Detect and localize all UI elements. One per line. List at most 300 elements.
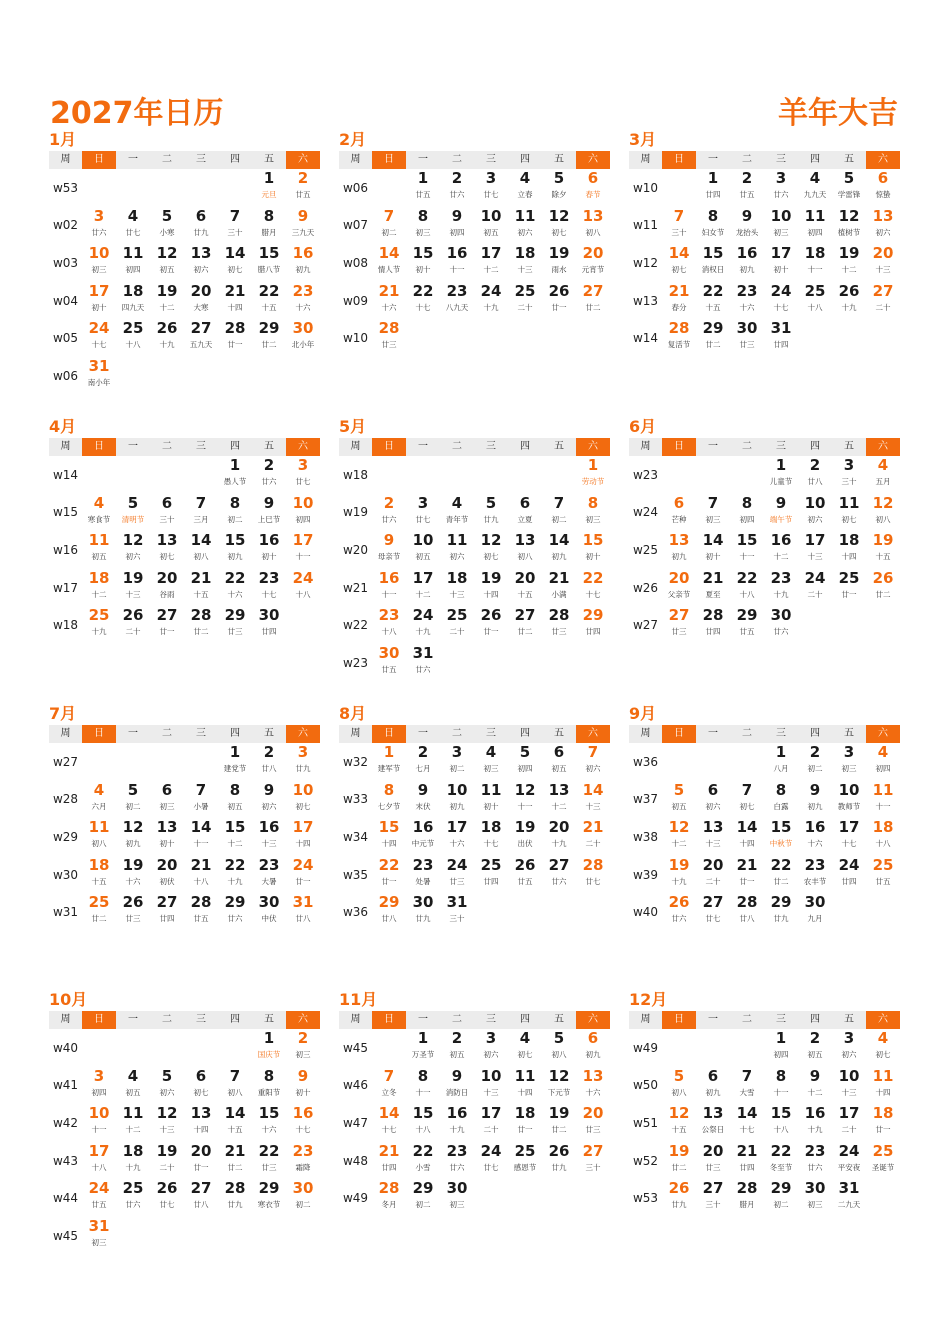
day-cell[interactable] [474, 244, 508, 282]
day-cell[interactable] [542, 1142, 576, 1180]
day-cell[interactable] [218, 207, 252, 245]
day-cell[interactable] [252, 1067, 286, 1105]
day-cell[interactable] [440, 781, 474, 819]
day-cell[interactable] [474, 207, 508, 245]
day-cell[interactable] [440, 1029, 474, 1067]
day-cell[interactable] [542, 1067, 576, 1105]
day-cell[interactable] [542, 1104, 576, 1142]
day-cell[interactable] [542, 856, 576, 894]
day-cell[interactable] [218, 456, 252, 494]
day-cell[interactable] [440, 1104, 474, 1142]
day-cell[interactable] [696, 207, 730, 245]
day-cell[interactable] [184, 244, 218, 282]
day-cell[interactable] [866, 781, 900, 819]
day-cell[interactable] [252, 494, 286, 532]
day-cell[interactable] [764, 856, 798, 894]
day-cell[interactable] [508, 569, 542, 607]
day-cell[interactable] [406, 1142, 440, 1180]
day-cell[interactable] [764, 244, 798, 282]
day-cell[interactable] [866, 818, 900, 856]
day-cell[interactable] [696, 856, 730, 894]
day-cell[interactable] [252, 207, 286, 245]
day-cell[interactable] [252, 456, 286, 494]
day-cell[interactable] [372, 818, 406, 856]
day-cell[interactable] [474, 494, 508, 532]
day-cell[interactable] [184, 282, 218, 320]
day-cell[interactable] [150, 1179, 184, 1217]
day-cell[interactable] [116, 207, 150, 245]
day-cell[interactable] [866, 494, 900, 532]
day-cell[interactable] [184, 1104, 218, 1142]
day-cell[interactable] [218, 1142, 252, 1180]
day-cell[interactable] [730, 1067, 764, 1105]
day-cell[interactable] [150, 319, 184, 357]
day-cell[interactable] [116, 1104, 150, 1142]
day-cell[interactable] [508, 494, 542, 532]
day-cell[interactable] [82, 531, 116, 569]
day-cell[interactable] [576, 856, 610, 894]
day-cell[interactable] [218, 1067, 252, 1105]
day-cell[interactable] [150, 569, 184, 607]
day-cell[interactable] [798, 1067, 832, 1105]
day-cell[interactable] [82, 818, 116, 856]
day-cell[interactable] [116, 606, 150, 644]
day-cell[interactable] [576, 282, 610, 320]
day-cell[interactable] [542, 531, 576, 569]
day-cell[interactable] [832, 282, 866, 320]
day-cell[interactable] [508, 856, 542, 894]
day-cell[interactable] [372, 644, 406, 682]
day-cell[interactable] [730, 606, 764, 644]
day-cell[interactable] [116, 781, 150, 819]
day-cell[interactable] [372, 606, 406, 644]
day-cell[interactable] [662, 1104, 696, 1142]
day-cell[interactable] [542, 1029, 576, 1067]
day-cell[interactable] [474, 569, 508, 607]
day-cell[interactable] [764, 319, 798, 357]
day-cell[interactable] [798, 856, 832, 894]
day-cell[interactable] [576, 606, 610, 644]
day-cell[interactable] [662, 569, 696, 607]
day-cell[interactable] [764, 531, 798, 569]
day-cell[interactable] [730, 1142, 764, 1180]
day-cell[interactable] [832, 244, 866, 282]
day-cell[interactable] [696, 781, 730, 819]
day-cell[interactable] [218, 1104, 252, 1142]
day-cell[interactable] [696, 1179, 730, 1217]
day-cell[interactable] [116, 1142, 150, 1180]
day-cell[interactable] [832, 207, 866, 245]
day-cell[interactable] [406, 1179, 440, 1217]
day-cell[interactable] [576, 244, 610, 282]
day-cell[interactable] [184, 531, 218, 569]
day-cell[interactable] [252, 1029, 286, 1067]
day-cell[interactable] [252, 531, 286, 569]
day-cell[interactable] [798, 1142, 832, 1180]
day-cell[interactable] [286, 569, 320, 607]
day-cell[interactable] [286, 244, 320, 282]
day-cell[interactable] [82, 244, 116, 282]
day-cell[interactable] [730, 244, 764, 282]
day-cell[interactable] [798, 569, 832, 607]
day-cell[interactable] [542, 818, 576, 856]
day-cell[interactable] [866, 1142, 900, 1180]
day-cell[interactable] [286, 207, 320, 245]
day-cell[interactable] [798, 1029, 832, 1067]
day-cell[interactable] [764, 1142, 798, 1180]
day-cell[interactable] [372, 1104, 406, 1142]
day-cell[interactable] [252, 569, 286, 607]
day-cell[interactable] [576, 1029, 610, 1067]
day-cell[interactable] [508, 818, 542, 856]
day-cell[interactable] [730, 856, 764, 894]
day-cell[interactable] [576, 456, 610, 494]
day-cell[interactable] [696, 818, 730, 856]
day-cell[interactable] [866, 282, 900, 320]
day-cell[interactable] [474, 169, 508, 207]
day-cell[interactable] [576, 531, 610, 569]
day-cell[interactable] [832, 1029, 866, 1067]
day-cell[interactable] [474, 743, 508, 781]
day-cell[interactable] [82, 606, 116, 644]
day-cell[interactable] [696, 282, 730, 320]
day-cell[interactable] [662, 1067, 696, 1105]
day-cell[interactable] [406, 644, 440, 682]
day-cell[interactable] [474, 781, 508, 819]
day-cell[interactable] [218, 244, 252, 282]
day-cell[interactable] [832, 856, 866, 894]
day-cell[interactable] [764, 743, 798, 781]
day-cell[interactable] [474, 1104, 508, 1142]
day-cell[interactable] [372, 282, 406, 320]
day-cell[interactable] [372, 207, 406, 245]
day-cell[interactable] [662, 606, 696, 644]
day-cell[interactable] [798, 244, 832, 282]
day-cell[interactable] [474, 818, 508, 856]
day-cell[interactable] [150, 893, 184, 931]
day-cell[interactable] [542, 244, 576, 282]
day-cell[interactable] [730, 531, 764, 569]
day-cell[interactable] [696, 169, 730, 207]
day-cell[interactable] [832, 743, 866, 781]
day-cell[interactable] [662, 207, 696, 245]
day-cell[interactable] [576, 781, 610, 819]
day-cell[interactable] [116, 531, 150, 569]
day-cell[interactable] [798, 781, 832, 819]
day-cell[interactable] [184, 319, 218, 357]
day-cell[interactable] [798, 494, 832, 532]
day-cell[interactable] [866, 743, 900, 781]
day-cell[interactable] [150, 207, 184, 245]
day-cell[interactable] [440, 606, 474, 644]
day-cell[interactable] [82, 319, 116, 357]
day-cell[interactable] [184, 856, 218, 894]
day-cell[interactable] [662, 818, 696, 856]
day-cell[interactable] [696, 244, 730, 282]
day-cell[interactable] [832, 169, 866, 207]
day-cell[interactable] [696, 569, 730, 607]
day-cell[interactable] [286, 818, 320, 856]
day-cell[interactable] [662, 1142, 696, 1180]
day-cell[interactable] [252, 244, 286, 282]
day-cell[interactable] [82, 1142, 116, 1180]
day-cell[interactable] [576, 494, 610, 532]
day-cell[interactable] [406, 569, 440, 607]
day-cell[interactable] [252, 1142, 286, 1180]
day-cell[interactable] [372, 244, 406, 282]
day-cell[interactable] [406, 818, 440, 856]
day-cell[interactable] [832, 1179, 866, 1217]
day-cell[interactable] [440, 743, 474, 781]
day-cell[interactable] [184, 781, 218, 819]
day-cell[interactable] [286, 781, 320, 819]
day-cell[interactable] [440, 1067, 474, 1105]
day-cell[interactable] [696, 319, 730, 357]
day-cell[interactable] [150, 244, 184, 282]
day-cell[interactable] [662, 244, 696, 282]
day-cell[interactable] [440, 494, 474, 532]
day-cell[interactable] [730, 282, 764, 320]
day-cell[interactable] [252, 282, 286, 320]
day-cell[interactable] [662, 282, 696, 320]
day-cell[interactable] [252, 606, 286, 644]
day-cell[interactable] [662, 494, 696, 532]
day-cell[interactable] [832, 1104, 866, 1142]
day-cell[interactable] [150, 856, 184, 894]
day-cell[interactable] [82, 357, 116, 395]
day-cell[interactable] [150, 1104, 184, 1142]
day-cell[interactable] [218, 531, 252, 569]
day-cell[interactable] [866, 1029, 900, 1067]
day-cell[interactable] [218, 856, 252, 894]
day-cell[interactable] [798, 893, 832, 931]
day-cell[interactable] [286, 531, 320, 569]
day-cell[interactable] [150, 606, 184, 644]
day-cell[interactable] [866, 1104, 900, 1142]
day-cell[interactable] [372, 319, 406, 357]
day-cell[interactable] [866, 531, 900, 569]
day-cell[interactable] [82, 1179, 116, 1217]
day-cell[interactable] [508, 743, 542, 781]
day-cell[interactable] [696, 606, 730, 644]
day-cell[interactable] [542, 569, 576, 607]
day-cell[interactable] [372, 494, 406, 532]
day-cell[interactable] [184, 818, 218, 856]
day-cell[interactable] [286, 1067, 320, 1105]
day-cell[interactable] [730, 818, 764, 856]
day-cell[interactable] [764, 818, 798, 856]
day-cell[interactable] [866, 169, 900, 207]
day-cell[interactable] [764, 1179, 798, 1217]
day-cell[interactable] [508, 781, 542, 819]
day-cell[interactable] [576, 1142, 610, 1180]
day-cell[interactable] [832, 531, 866, 569]
day-cell[interactable] [150, 1067, 184, 1105]
day-cell[interactable] [576, 207, 610, 245]
day-cell[interactable] [116, 244, 150, 282]
day-cell[interactable] [286, 1142, 320, 1180]
day-cell[interactable] [150, 1142, 184, 1180]
day-cell[interactable] [542, 606, 576, 644]
day-cell[interactable] [218, 893, 252, 931]
day-cell[interactable] [542, 169, 576, 207]
day-cell[interactable] [764, 282, 798, 320]
day-cell[interactable] [662, 856, 696, 894]
day-cell[interactable] [696, 494, 730, 532]
day-cell[interactable] [184, 1179, 218, 1217]
day-cell[interactable] [798, 282, 832, 320]
day-cell[interactable] [406, 893, 440, 931]
day-cell[interactable] [218, 494, 252, 532]
day-cell[interactable] [576, 169, 610, 207]
day-cell[interactable] [798, 818, 832, 856]
day-cell[interactable] [372, 569, 406, 607]
day-cell[interactable] [286, 169, 320, 207]
day-cell[interactable] [764, 1029, 798, 1067]
day-cell[interactable] [440, 818, 474, 856]
day-cell[interactable] [832, 781, 866, 819]
day-cell[interactable] [252, 781, 286, 819]
day-cell[interactable] [440, 569, 474, 607]
day-cell[interactable] [286, 282, 320, 320]
day-cell[interactable] [406, 282, 440, 320]
day-cell[interactable] [764, 1104, 798, 1142]
day-cell[interactable] [286, 856, 320, 894]
day-cell[interactable] [730, 169, 764, 207]
day-cell[interactable] [764, 456, 798, 494]
day-cell[interactable] [406, 743, 440, 781]
day-cell[interactable] [764, 893, 798, 931]
day-cell[interactable] [798, 1104, 832, 1142]
day-cell[interactable] [832, 1067, 866, 1105]
day-cell[interactable] [730, 1179, 764, 1217]
day-cell[interactable] [252, 856, 286, 894]
day-cell[interactable] [406, 781, 440, 819]
day-cell[interactable] [696, 1104, 730, 1142]
day-cell[interactable] [508, 531, 542, 569]
day-cell[interactable] [576, 1067, 610, 1105]
day-cell[interactable] [82, 282, 116, 320]
day-cell[interactable] [218, 319, 252, 357]
day-cell[interactable] [150, 282, 184, 320]
day-cell[interactable] [508, 169, 542, 207]
day-cell[interactable] [764, 494, 798, 532]
day-cell[interactable] [508, 207, 542, 245]
day-cell[interactable] [764, 569, 798, 607]
day-cell[interactable] [82, 1217, 116, 1255]
day-cell[interactable] [440, 856, 474, 894]
day-cell[interactable] [440, 282, 474, 320]
day-cell[interactable] [662, 781, 696, 819]
day-cell[interactable] [82, 494, 116, 532]
day-cell[interactable] [150, 818, 184, 856]
day-cell[interactable] [286, 494, 320, 532]
day-cell[interactable] [286, 743, 320, 781]
day-cell[interactable] [440, 1142, 474, 1180]
day-cell[interactable] [764, 169, 798, 207]
day-cell[interactable] [150, 781, 184, 819]
day-cell[interactable] [474, 1142, 508, 1180]
day-cell[interactable] [406, 244, 440, 282]
day-cell[interactable] [406, 531, 440, 569]
day-cell[interactable] [184, 1067, 218, 1105]
day-cell[interactable] [218, 743, 252, 781]
day-cell[interactable] [218, 1179, 252, 1217]
day-cell[interactable] [832, 456, 866, 494]
day-cell[interactable] [406, 494, 440, 532]
day-cell[interactable] [576, 818, 610, 856]
day-cell[interactable] [696, 1142, 730, 1180]
day-cell[interactable] [866, 207, 900, 245]
day-cell[interactable] [696, 893, 730, 931]
day-cell[interactable] [866, 1067, 900, 1105]
day-cell[interactable] [474, 1029, 508, 1067]
day-cell[interactable] [832, 1142, 866, 1180]
day-cell[interactable] [252, 1179, 286, 1217]
day-cell[interactable] [116, 319, 150, 357]
day-cell[interactable] [730, 893, 764, 931]
day-cell[interactable] [82, 781, 116, 819]
day-cell[interactable] [218, 818, 252, 856]
day-cell[interactable] [696, 1067, 730, 1105]
day-cell[interactable] [764, 781, 798, 819]
day-cell[interactable] [82, 569, 116, 607]
day-cell[interactable] [286, 1104, 320, 1142]
day-cell[interactable] [286, 319, 320, 357]
day-cell[interactable] [440, 893, 474, 931]
day-cell[interactable] [798, 169, 832, 207]
day-cell[interactable] [798, 531, 832, 569]
day-cell[interactable] [440, 244, 474, 282]
day-cell[interactable] [730, 207, 764, 245]
day-cell[interactable] [764, 207, 798, 245]
day-cell[interactable] [82, 856, 116, 894]
day-cell[interactable] [542, 743, 576, 781]
day-cell[interactable] [116, 893, 150, 931]
day-cell[interactable] [116, 856, 150, 894]
day-cell[interactable] [252, 1104, 286, 1142]
day-cell[interactable] [286, 1029, 320, 1067]
day-cell[interactable] [508, 1104, 542, 1142]
day-cell[interactable] [116, 494, 150, 532]
day-cell[interactable] [372, 1067, 406, 1105]
day-cell[interactable] [252, 743, 286, 781]
day-cell[interactable] [286, 893, 320, 931]
day-cell[interactable] [508, 1142, 542, 1180]
day-cell[interactable] [832, 494, 866, 532]
day-cell[interactable] [662, 893, 696, 931]
day-cell[interactable] [764, 1067, 798, 1105]
day-cell[interactable] [730, 569, 764, 607]
day-cell[interactable] [542, 494, 576, 532]
day-cell[interactable] [542, 781, 576, 819]
day-cell[interactable] [82, 893, 116, 931]
day-cell[interactable] [474, 531, 508, 569]
day-cell[interactable] [832, 569, 866, 607]
day-cell[interactable] [218, 606, 252, 644]
day-cell[interactable] [764, 606, 798, 644]
day-cell[interactable] [508, 606, 542, 644]
day-cell[interactable] [474, 606, 508, 644]
day-cell[interactable] [406, 606, 440, 644]
day-cell[interactable] [286, 456, 320, 494]
day-cell[interactable] [150, 531, 184, 569]
day-cell[interactable] [662, 531, 696, 569]
day-cell[interactable] [218, 282, 252, 320]
day-cell[interactable] [542, 207, 576, 245]
day-cell[interactable] [184, 893, 218, 931]
day-cell[interactable] [116, 818, 150, 856]
